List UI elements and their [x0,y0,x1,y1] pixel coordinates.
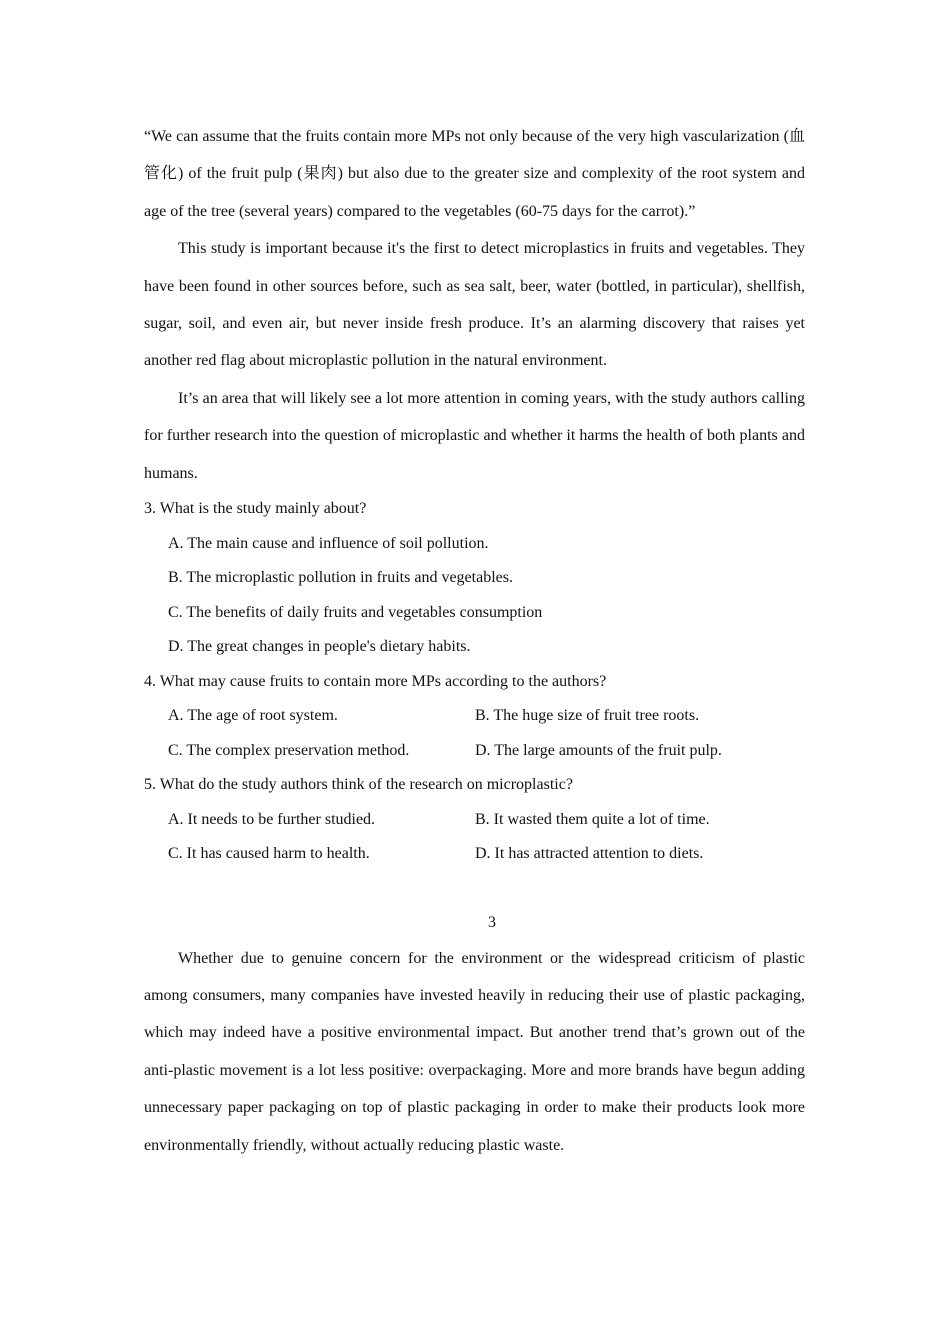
option-a: A. The age of root system. [168,707,338,725]
option-row [144,734,805,769]
option-row [144,837,805,872]
option-c: C. The benefits of daily fruits and vegetables consumption [168,603,543,621]
option-row [144,803,805,838]
option-a: A. It needs to be further studied. [168,810,376,828]
passage-paragraph-overpackaging: Whether due to genuine concern for the environment or the widespread criticism of plastic among consumers, many companies have invested heavily in reducing their use of plastic packaging, which may indeed have a positive environmental impact. But another trend that’s grown out of the anti-plastic movement is a lot less positive: overpackaging. More and more brands have begun adding unnecessary paper packaging on top of plastic packaging in order to make their products look more environmentally friendly, without actually reducing plastic waste. [144,949,805,1154]
question-3 [144,492,805,665]
passage-paragraph-quote: “We can assume that the fruits contain more MPs not only because of the very high vascularization (血管化) of the fruit pulp (果肉) but also due to the greater size and complexity of the root system and age of the tree (several years) compared to the vegetables (60-75 days for the carrot).” [144,128,805,220]
option-d: D. The great changes in people's dietary habits. [168,638,471,656]
question-stem: 3. What is the study mainly about? [144,500,367,518]
option-b: B. The microplastic pollution in fruits and vegetables. [168,569,513,587]
document-page [144,118,805,1164]
option-a: A. The main cause and influence of soil pollution. [168,534,489,552]
option-d: D. It has attracted attention to diets. [475,845,704,863]
section-number: 3 [488,913,496,931]
question-5 [144,768,805,872]
question-stem: 5. What do the study authors think of the research on microplastic? [144,776,573,794]
question-4 [144,665,805,769]
option-row [144,699,805,734]
option-d: D. The large amounts of the fruit pulp. [475,741,722,759]
passage-paragraph-future-research: It’s an area that will likely see a lot more attention in coming years, with the study authors calling for further research into the question of microplastic and whether it harms the health of both plants and humans. [144,389,805,482]
passage-paragraph-importance: This study is important because it's the first to detect microplastics in fruits and vegetables. They have been found in other sources before, such as sea salt, beer, water (bottled, in particular), shellfish, sugar, soil, and even air, but never inside fresh produce. It’s an alarming discovery that raises yet another red flag about microplastic pollution in the natural environment. [144,240,805,370]
option-b: B. The huge size of fruit tree roots. [475,707,700,725]
question-stem: 4. What may cause fruits to contain more MPs according to the authors? [144,672,607,690]
option-b: B. It wasted them quite a lot of time. [475,810,710,828]
option-c: C. The complex preservation method. [168,741,410,759]
option-c: C. It has caused harm to health. [168,845,370,863]
